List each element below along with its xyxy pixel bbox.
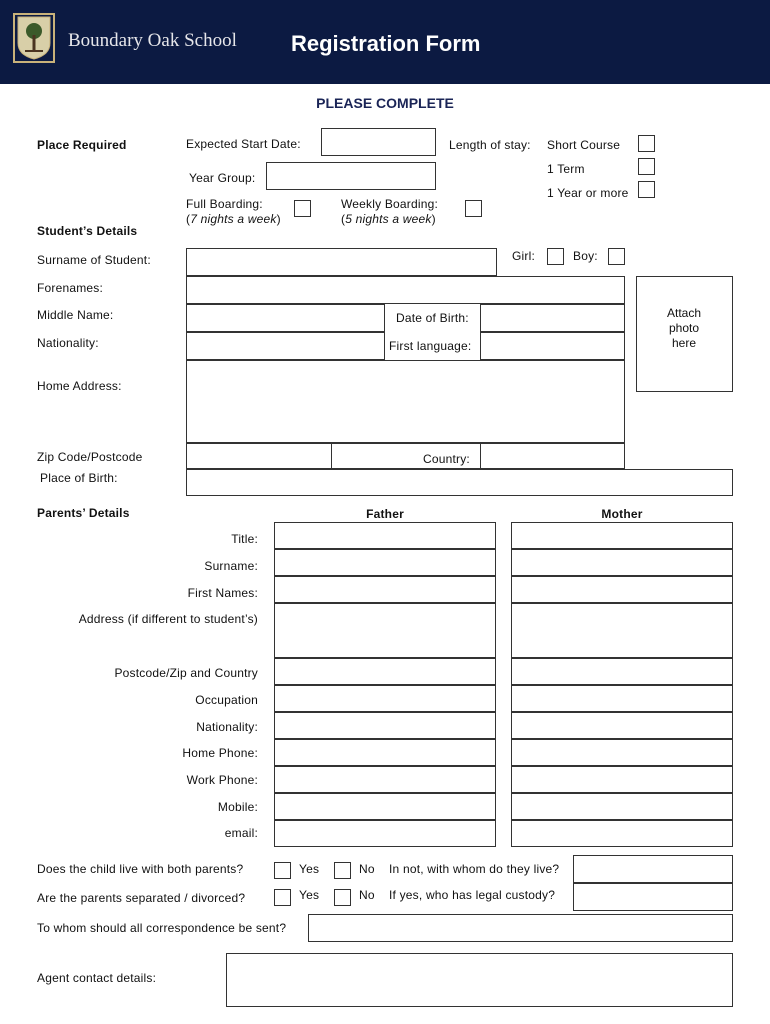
- nationality-label: Nationality:: [37, 336, 99, 350]
- correspondence-label: To whom should all correspondence be sent?: [37, 921, 287, 935]
- father-heading: Father: [366, 507, 404, 521]
- one-term-checkbox[interactable]: [638, 158, 655, 175]
- year-group-label: Year Group:: [189, 171, 256, 185]
- parent-nationality-label: Nationality:: [196, 720, 258, 734]
- parents-details-heading: Parents’ Details: [37, 506, 130, 520]
- father-title-field[interactable]: [274, 522, 496, 549]
- home-address-label: Home Address:: [37, 379, 122, 393]
- surname-label: Surname of Student:: [37, 253, 151, 267]
- short-course-label: Short Course: [547, 138, 621, 152]
- full-boarding-label: Full Boarding:: [186, 197, 263, 211]
- if-yes-label: If yes, who has legal custody?: [389, 888, 556, 902]
- place-of-birth-field[interactable]: [186, 469, 733, 496]
- father-nationality-field[interactable]: [274, 712, 496, 739]
- father-postcode-field[interactable]: [274, 658, 496, 685]
- correspondence-field[interactable]: [308, 914, 733, 942]
- live-both-no-checkbox[interactable]: [334, 862, 351, 879]
- middle-name-field[interactable]: [186, 304, 385, 332]
- father-home-phone-field[interactable]: [274, 739, 496, 766]
- weekly-boarding-label: Weekly Boarding:: [341, 197, 439, 211]
- country-field[interactable]: [480, 443, 625, 469]
- first-language-label: First language:: [389, 339, 472, 353]
- parent-address-label: Address (if different to student’s): [78, 612, 258, 626]
- girl-label: Girl:: [512, 249, 535, 263]
- mother-title-field[interactable]: [511, 522, 733, 549]
- boy-checkbox[interactable]: [608, 248, 625, 265]
- short-course-checkbox[interactable]: [638, 135, 655, 152]
- girl-checkbox[interactable]: [547, 248, 564, 265]
- place-of-birth-label: Place of Birth:: [40, 471, 118, 485]
- middle-name-label: Middle Name:: [37, 308, 114, 322]
- custody-field[interactable]: [573, 883, 733, 911]
- mother-heading: Mother: [601, 507, 643, 521]
- first-language-field[interactable]: [480, 332, 625, 360]
- separated-question: Are the parents separated / divorced?: [37, 891, 246, 905]
- mother-postcode-field[interactable]: [511, 658, 733, 685]
- father-address-field[interactable]: [274, 603, 496, 658]
- agent-label: Agent contact details:: [37, 971, 157, 985]
- father-occupation-field[interactable]: [274, 685, 496, 712]
- parent-occupation-label: Occupation: [195, 693, 258, 707]
- parent-home-phone-label: Home Phone:: [182, 746, 258, 760]
- form-title: Registration Form: [291, 31, 481, 56]
- live-both-no-label: No: [359, 862, 375, 876]
- one-year-checkbox[interactable]: [638, 181, 655, 198]
- boy-label: Boy:: [573, 249, 598, 263]
- surname-field[interactable]: [186, 248, 497, 276]
- full-boarding-note: (7 nights a week): [186, 212, 281, 226]
- mother-work-phone-field[interactable]: [511, 766, 733, 793]
- father-first-names-field[interactable]: [274, 576, 496, 603]
- mother-nationality-field[interactable]: [511, 712, 733, 739]
- mother-home-phone-field[interactable]: [511, 739, 733, 766]
- school-crest-icon: [13, 13, 55, 63]
- parent-first-names-label: First Names:: [187, 586, 258, 600]
- separated-no-checkbox[interactable]: [334, 889, 351, 906]
- separated-no-label: No: [359, 888, 375, 902]
- live-both-question: Does the child live with both parents?: [37, 862, 244, 876]
- home-address-field[interactable]: [186, 360, 625, 443]
- length-of-stay-label: Length of stay:: [449, 138, 531, 152]
- zip-field[interactable]: [186, 443, 332, 469]
- lives-with-field[interactable]: [573, 855, 733, 883]
- place-required-heading: Place Required: [37, 138, 127, 152]
- mother-email-field[interactable]: [511, 820, 733, 847]
- separated-yes-checkbox[interactable]: [274, 889, 291, 906]
- mother-first-names-field[interactable]: [511, 576, 733, 603]
- photo-instructions: Attach photo here: [666, 306, 702, 350]
- start-date-label: Expected Start Date:: [186, 137, 301, 151]
- parent-surname-label: Surname:: [204, 559, 258, 573]
- mother-mobile-field[interactable]: [511, 793, 733, 820]
- school-name: Boundary Oak School: [68, 30, 237, 51]
- live-both-yes-label: Yes: [299, 862, 320, 876]
- father-surname-field[interactable]: [274, 549, 496, 576]
- mother-surname-field[interactable]: [511, 549, 733, 576]
- year-group-field[interactable]: [266, 162, 436, 190]
- father-mobile-field[interactable]: [274, 793, 496, 820]
- dob-label: Date of Birth:: [396, 311, 469, 325]
- mother-occupation-field[interactable]: [511, 685, 733, 712]
- dob-field[interactable]: [480, 304, 625, 332]
- weekly-boarding-checkbox[interactable]: [465, 200, 482, 217]
- parent-postcode-label: Postcode/Zip and Country: [114, 666, 258, 680]
- live-both-yes-checkbox[interactable]: [274, 862, 291, 879]
- mother-address-field[interactable]: [511, 603, 733, 658]
- father-email-field[interactable]: [274, 820, 496, 847]
- parent-mobile-label: Mobile:: [217, 800, 258, 814]
- father-work-phone-field[interactable]: [274, 766, 496, 793]
- full-boarding-checkbox[interactable]: [294, 200, 311, 217]
- one-year-label: 1 Year or more: [547, 186, 629, 200]
- student-details-heading: Student’s Details: [37, 224, 138, 238]
- forenames-field[interactable]: [186, 276, 625, 304]
- parent-work-phone-label: Work Phone:: [186, 773, 258, 787]
- zip-label: Zip Code/Postcode: [37, 450, 143, 464]
- weekly-boarding-note: (5 nights a week): [341, 212, 436, 226]
- agent-field[interactable]: [226, 953, 733, 1007]
- separated-yes-label: Yes: [299, 888, 320, 902]
- parent-title-label: Title:: [231, 532, 258, 546]
- instruction-heading: PLEASE COMPLETE: [316, 95, 454, 111]
- one-term-label: 1 Term: [547, 162, 585, 176]
- start-date-field[interactable]: [321, 128, 436, 156]
- nationality-field[interactable]: [186, 332, 385, 360]
- parent-email-label: email:: [224, 826, 258, 840]
- forenames-label: Forenames:: [37, 281, 104, 295]
- if-not-label: In not, with whom do they live?: [389, 862, 560, 876]
- country-label: Country:: [423, 452, 470, 466]
